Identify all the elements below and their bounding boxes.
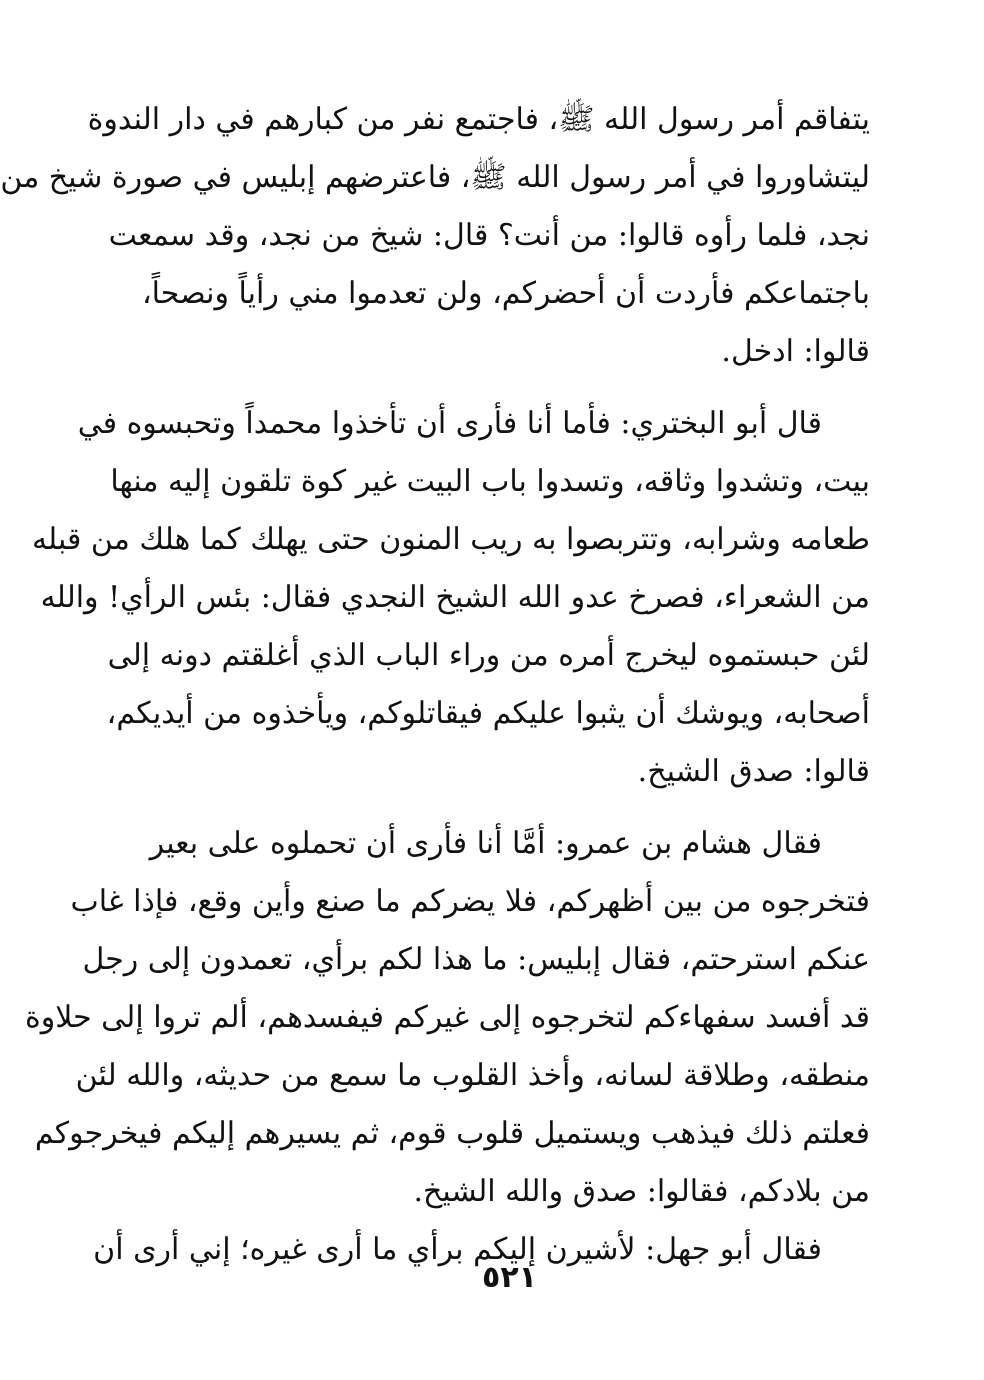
text-line: فتخرجوه من بين أظهركم، فلا يضركم ما صنع وأين وقع، فإذا غاب [70, 884, 870, 919]
text-line: فعلتم ذلك فيذهب ويستميل قلوب قوم، ثم يسيرهم إليكم فيخرجوكم [34, 1116, 870, 1151]
text-line: يتفاقم أمر رسول الله ﷺ، فاجتمع نفر من كبارهم في دار الندوة [87, 102, 870, 137]
text-line: قالوا: صدق الشيخ. [637, 754, 870, 789]
text-line: قال أبو البختري: فأما أنا فأرى أن تأخذوا محمداً وتحبسوه في [77, 406, 822, 441]
text-line: قالوا: ادخل. [721, 334, 870, 369]
text-line: عنكم استرحتم، فقال إبليس: ما هذا لكم برأي، تعمدون إلى رجل [82, 942, 870, 977]
text-line: باجتماعكم فأردت أن أحضركم، ولن تعدموا مني رأياً ونصحاً، [141, 276, 870, 311]
text-line: نجد، فلما رأوه قالوا: من أنت؟ قال: شيخ من نجد، وقد سمعت [108, 218, 870, 253]
text-line: أصحابه، ويوشك أن يثبوا عليكم فيقاتلوكم، ويأخذوه من أيديكم، [106, 696, 870, 731]
paragraph-3 [24, 815, 870, 1221]
paragraph-gap [155, 381, 870, 395]
paragraph-1 [0, 91, 870, 381]
paragraph-gap [155, 801, 870, 815]
text-line: ليتشاوروا في أمر رسول الله ﷺ، فاعترضهم إبليس في صورة شيخ من [0, 160, 870, 195]
text-line: فقال أبو جهل: لأشيرن إليكم برأي ما أرى غيره؛ إني أرى أن [93, 1232, 822, 1267]
page-number: ٥٢١ [482, 1260, 537, 1295]
text-line: من الشعراء، فصرخ عدو الله الشيخ النجدي فقال: بئس الرأي! والله [40, 580, 870, 615]
text-line: من بلادكم، فقالوا: صدق والله الشيخ. [413, 1174, 870, 1209]
text-line: قد أفسد سفهاءكم لتخرجوه إلى غيركم فيفسدهم، ألم تروا إلى حلاوة [24, 1000, 870, 1035]
body-text [0, 91, 870, 1279]
text-line: فقال هشام بن عمرو: أمَّا أنا فأرى أن تحملوه على بعير [149, 826, 822, 861]
paragraph-2 [31, 395, 870, 801]
text-line: طعامه وشرابه، وتتربصوا به ريب المنون حتى يهلك كما هلك من قبله [31, 522, 870, 557]
text-line: بيت، وتشدوا وثاقه، وتسدوا باب البيت غير كوة تلقون إليه منها [110, 464, 870, 499]
text-line: لئن حبستموه ليخرج أمره من وراء الباب الذي أغلقتم دونه إلى [107, 638, 870, 673]
text-line: منطقه، وطلاقة لسانه، وأخذ القلوب ما سمع من حديثه، والله لئن [75, 1058, 870, 1093]
